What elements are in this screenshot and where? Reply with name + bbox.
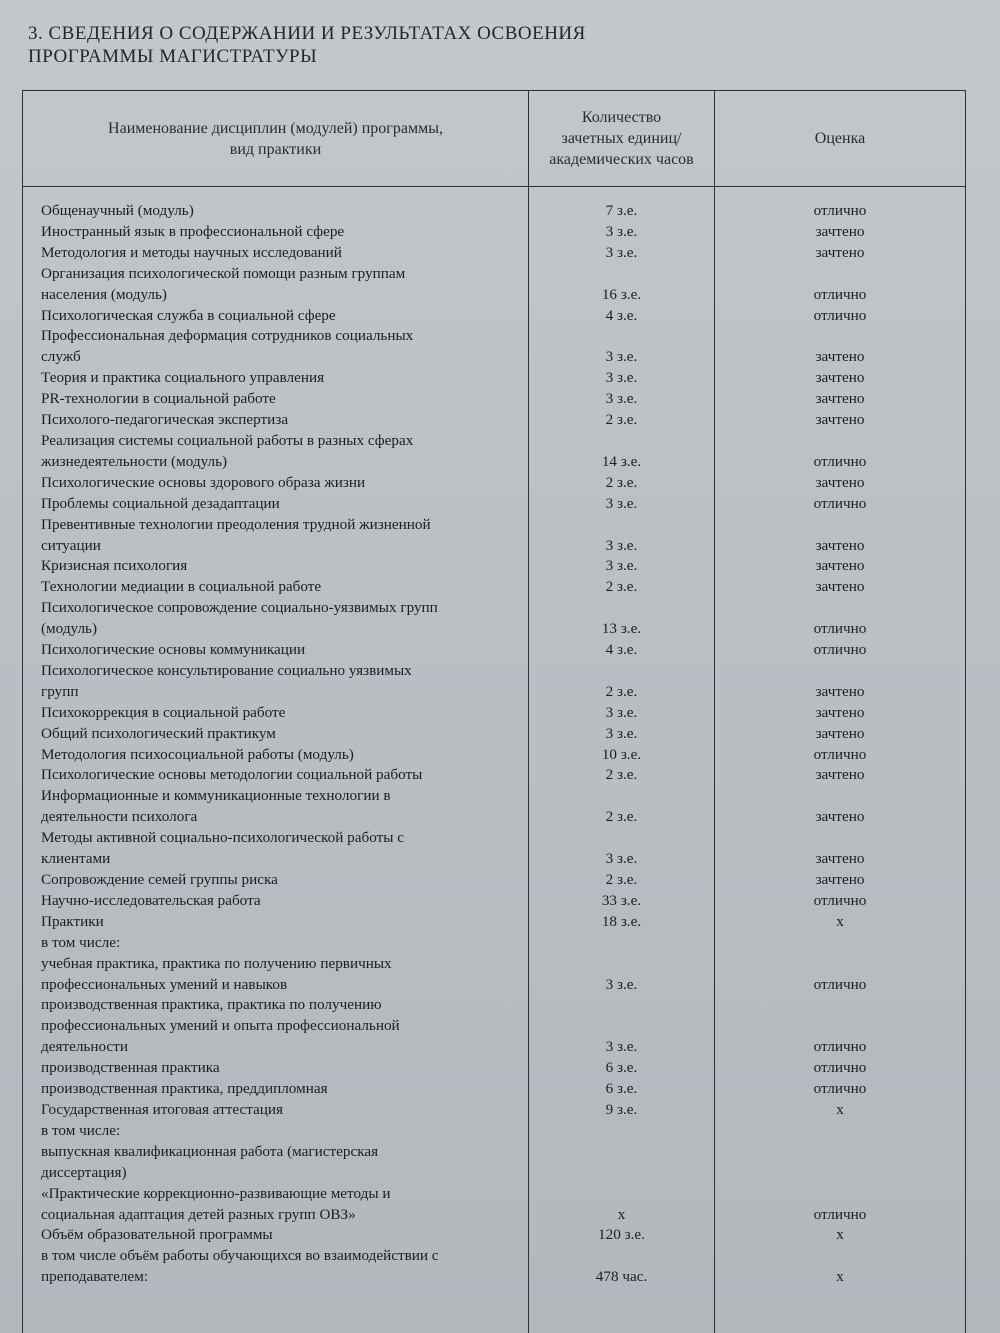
- discipline-name: Реализация системы социальной работы в разных сферах жизнедеятельности (модуль): [41, 431, 414, 470]
- table-row: [23, 724, 965, 745]
- credits-value: 6 з.е.: [605, 1080, 638, 1098]
- table-row: [23, 870, 965, 891]
- credits-value: 2 з.е.: [605, 808, 638, 826]
- grade-value: зачтено: [815, 578, 865, 596]
- table-row: [23, 1079, 965, 1100]
- table-row: [23, 494, 965, 515]
- table-row: [23, 703, 965, 724]
- grade-value: отлично: [813, 745, 867, 763]
- discipline-name: Психокоррекция в социальной работе: [41, 703, 286, 721]
- discipline-name: Психологические основы здорового образа жизни: [41, 473, 366, 491]
- grade-value: зачтено: [815, 390, 865, 408]
- grade-value: отлично: [813, 1038, 867, 1056]
- discipline-name: производственная практика: [41, 1059, 220, 1077]
- grade-value: отлично: [813, 494, 867, 512]
- credits-value: 13 з.е.: [601, 620, 642, 638]
- table-row: [23, 410, 965, 431]
- grade-value: отлично: [813, 1205, 867, 1223]
- credits-value: 10 з.е.: [601, 745, 642, 763]
- table-row: [23, 515, 965, 557]
- credits-value: 3 з.е.: [605, 348, 638, 366]
- discipline-name: Общенаучный (модуль): [41, 202, 194, 219]
- table-row: [23, 786, 965, 828]
- grade-value: зачтено: [815, 243, 865, 261]
- credits-value: 3 з.е.: [605, 850, 638, 868]
- grade-value: зачтено: [815, 808, 865, 826]
- grade-value: отлично: [813, 202, 867, 219]
- table-row: [23, 264, 965, 306]
- table-row: [23, 828, 965, 870]
- grade-value: зачтено: [815, 682, 865, 700]
- discipline-name: PR-технологии в социальной работе: [41, 390, 276, 408]
- grade-value: зачтено: [815, 536, 865, 554]
- credits-value: 3 з.е.: [605, 536, 638, 554]
- grade-value: зачтено: [815, 222, 865, 240]
- discipline-name: Практики в том числе:: [41, 912, 121, 951]
- discipline-name: учебная практика, практика по получению первичных профессиональных умений и навыков: [41, 954, 392, 993]
- discipline-name: в том числе объём работы обучающихся во взаимодействии с преподавателем:: [41, 1247, 439, 1286]
- discipline-name: производственная практика, преддипломная: [41, 1080, 328, 1098]
- credits-value: 2 з.е.: [605, 473, 638, 491]
- table-row: [23, 222, 965, 243]
- discipline-name: Технологии медиации в социальной работе: [41, 578, 322, 596]
- credits-value: 3 з.е.: [605, 557, 638, 575]
- grade-value: зачтено: [815, 724, 865, 742]
- table-row: [23, 1246, 965, 1288]
- credits-value: 2 з.е.: [605, 578, 638, 596]
- grade-value: отлично: [813, 1080, 867, 1098]
- credits-value: 478 час.: [595, 1268, 648, 1286]
- credits-value: 3 з.е.: [605, 975, 638, 993]
- discipline-name: Методология и методы научных исследований: [41, 243, 342, 261]
- discipline-name: Психологическое сопровождение социально-уязвимых групп (модуль): [41, 599, 438, 638]
- table-row: [23, 201, 965, 222]
- table-row: [23, 306, 965, 327]
- table-row: [23, 1100, 965, 1142]
- grade-value: отлично: [813, 285, 867, 303]
- discipline-name: Научно-исследовательская работа: [41, 891, 261, 909]
- credits-value: 3 з.е.: [605, 369, 638, 387]
- grade-value: x: [836, 1268, 844, 1286]
- discipline-name: Психологическое консультирование социально уязвимых групп: [41, 661, 412, 700]
- table-row: [23, 765, 965, 786]
- discipline-name: Государственная итоговая аттестация в том числе:: [41, 1100, 284, 1139]
- courses-table: [22, 90, 966, 1333]
- table-row: [23, 389, 965, 410]
- grade-value: отлично: [813, 1059, 867, 1077]
- section-heading-line-1: 3. СВЕДЕНИЯ О СОДЕРЖАНИИ И РЕЗУЛЬТАТАХ ОСВОЕНИЯ: [28, 23, 586, 44]
- credits-value: 3 з.е.: [605, 1038, 638, 1056]
- discipline-name: Психологические основы методологии социальной работы: [41, 766, 423, 784]
- table-row: [23, 1058, 965, 1079]
- grade-value: зачтено: [815, 766, 865, 784]
- table-row: [23, 954, 965, 996]
- discipline-name: выпускная квалификационная работа (магистерская диссертация) «Практические коррекционно-развивающие методы и социальная адаптация детей разных групп ОВЗ»: [41, 1142, 391, 1223]
- discipline-name: Профессиональная деформация сотрудников социальных служб: [41, 327, 414, 366]
- table-row: [23, 368, 965, 389]
- credits-value: 2 з.е.: [605, 871, 638, 888]
- grade-value: зачтено: [815, 703, 865, 721]
- grade-value: зачтено: [815, 348, 865, 366]
- grade-value: зачтено: [815, 557, 865, 575]
- credits-value: 16 з.е.: [601, 285, 642, 303]
- grade-value: x: [836, 1226, 844, 1244]
- discipline-name: Методы активной социально-психологической работы с клиентами: [41, 829, 405, 868]
- credits-value: 3 з.е.: [605, 243, 638, 261]
- discipline-name: Психологическая служба в социальной сфере: [41, 306, 336, 324]
- header-divider: [23, 186, 965, 187]
- grade-value: зачтено: [815, 369, 865, 387]
- table-row: [23, 598, 965, 640]
- discipline-name: Сопровождение семей группы риска: [41, 871, 278, 888]
- grade-value: отлично: [813, 620, 867, 638]
- table-row: [23, 243, 965, 264]
- grade-value: x: [836, 912, 844, 930]
- discipline-name: Объём образовательной программы: [41, 1226, 273, 1244]
- grade-value: x: [836, 1100, 844, 1118]
- credits-value: 2 з.е.: [605, 766, 638, 784]
- table-row: [23, 640, 965, 661]
- grade-value: зачтено: [815, 411, 865, 429]
- credits-value: 33 з.е.: [601, 891, 642, 909]
- grade-value: отлично: [813, 452, 867, 470]
- grade-value: зачтено: [815, 871, 865, 888]
- discipline-name: Иностранный язык в профессиональной сфере: [41, 222, 345, 240]
- grade-value: зачтено: [815, 850, 865, 868]
- discipline-name: Информационные и коммуникационные технологии в деятельности психолога: [41, 787, 391, 826]
- discipline-name: Проблемы социальной дезадаптации: [41, 494, 280, 512]
- section-heading-line-2: ПРОГРАММЫ МАГИСТРАТУРЫ: [28, 46, 318, 67]
- credits-value: 4 з.е.: [605, 641, 638, 659]
- discipline-name: Теория и практика социального управления: [41, 369, 325, 387]
- section-heading: [28, 22, 728, 68]
- credits-value: 4 з.е.: [605, 306, 638, 324]
- grade-value: зачтено: [815, 473, 865, 491]
- grade-value: отлично: [813, 891, 867, 909]
- header-grade: Оценка: [814, 130, 866, 147]
- discipline-name: Методология психосоциальной работы (модуль): [41, 745, 354, 763]
- table-row: [23, 995, 965, 1058]
- discipline-name: производственная практика, практика по получению профессиональных умений и опыта профессиональной деятельности: [41, 996, 400, 1056]
- table-row: [23, 891, 965, 912]
- credits-value: 3 з.е.: [605, 724, 638, 742]
- discipline-name: Кризисная психология: [41, 557, 188, 575]
- discipline-name: Организация психологической помощи разным группам населения (модуль): [41, 264, 406, 303]
- credits-value: 18 з.е.: [601, 912, 642, 930]
- credits-value: 7 з.е.: [605, 202, 638, 219]
- table-row: [23, 326, 965, 368]
- table-body: [23, 201, 965, 1288]
- credits-value: 3 з.е.: [605, 390, 638, 408]
- credits-value: 6 з.е.: [605, 1059, 638, 1077]
- credits-value: 9 з.е.: [605, 1100, 638, 1118]
- credits-value: 3 з.е.: [605, 494, 638, 512]
- table-row: [23, 577, 965, 598]
- credits-value: 120 з.е.: [598, 1226, 645, 1244]
- table-row: [23, 745, 965, 766]
- credits-value: x: [617, 1205, 626, 1223]
- credits-value: 2 з.е.: [605, 411, 638, 429]
- table-row: [23, 473, 965, 494]
- grade-value: отлично: [813, 306, 867, 324]
- discipline-name: Общий психологический практикум: [41, 724, 276, 742]
- credits-value: 2 з.е.: [605, 682, 638, 700]
- credits-value: 3 з.е.: [605, 222, 638, 240]
- grade-value: отлично: [813, 975, 867, 993]
- header-credits: Количество зачетных единиц/ академических часов: [549, 109, 694, 168]
- discipline-name: Психолого-педагогическая экспертиза: [41, 411, 289, 429]
- table-row: [23, 1225, 965, 1246]
- discipline-name: Психологические основы коммуникации: [41, 641, 306, 659]
- table-row: [23, 912, 965, 954]
- discipline-name: Превентивные технологии преодоления трудной жизненной ситуации: [41, 515, 431, 554]
- table-row: [23, 431, 965, 473]
- table-row: [23, 556, 965, 577]
- grade-value: отлично: [813, 641, 867, 659]
- table-row: [23, 1142, 965, 1226]
- table-row: [23, 661, 965, 703]
- header-discipline-name: Наименование дисциплин (модулей) программы, вид практики: [108, 119, 443, 158]
- credits-value: 3 з.е.: [605, 703, 638, 721]
- credits-value: 14 з.е.: [601, 452, 642, 470]
